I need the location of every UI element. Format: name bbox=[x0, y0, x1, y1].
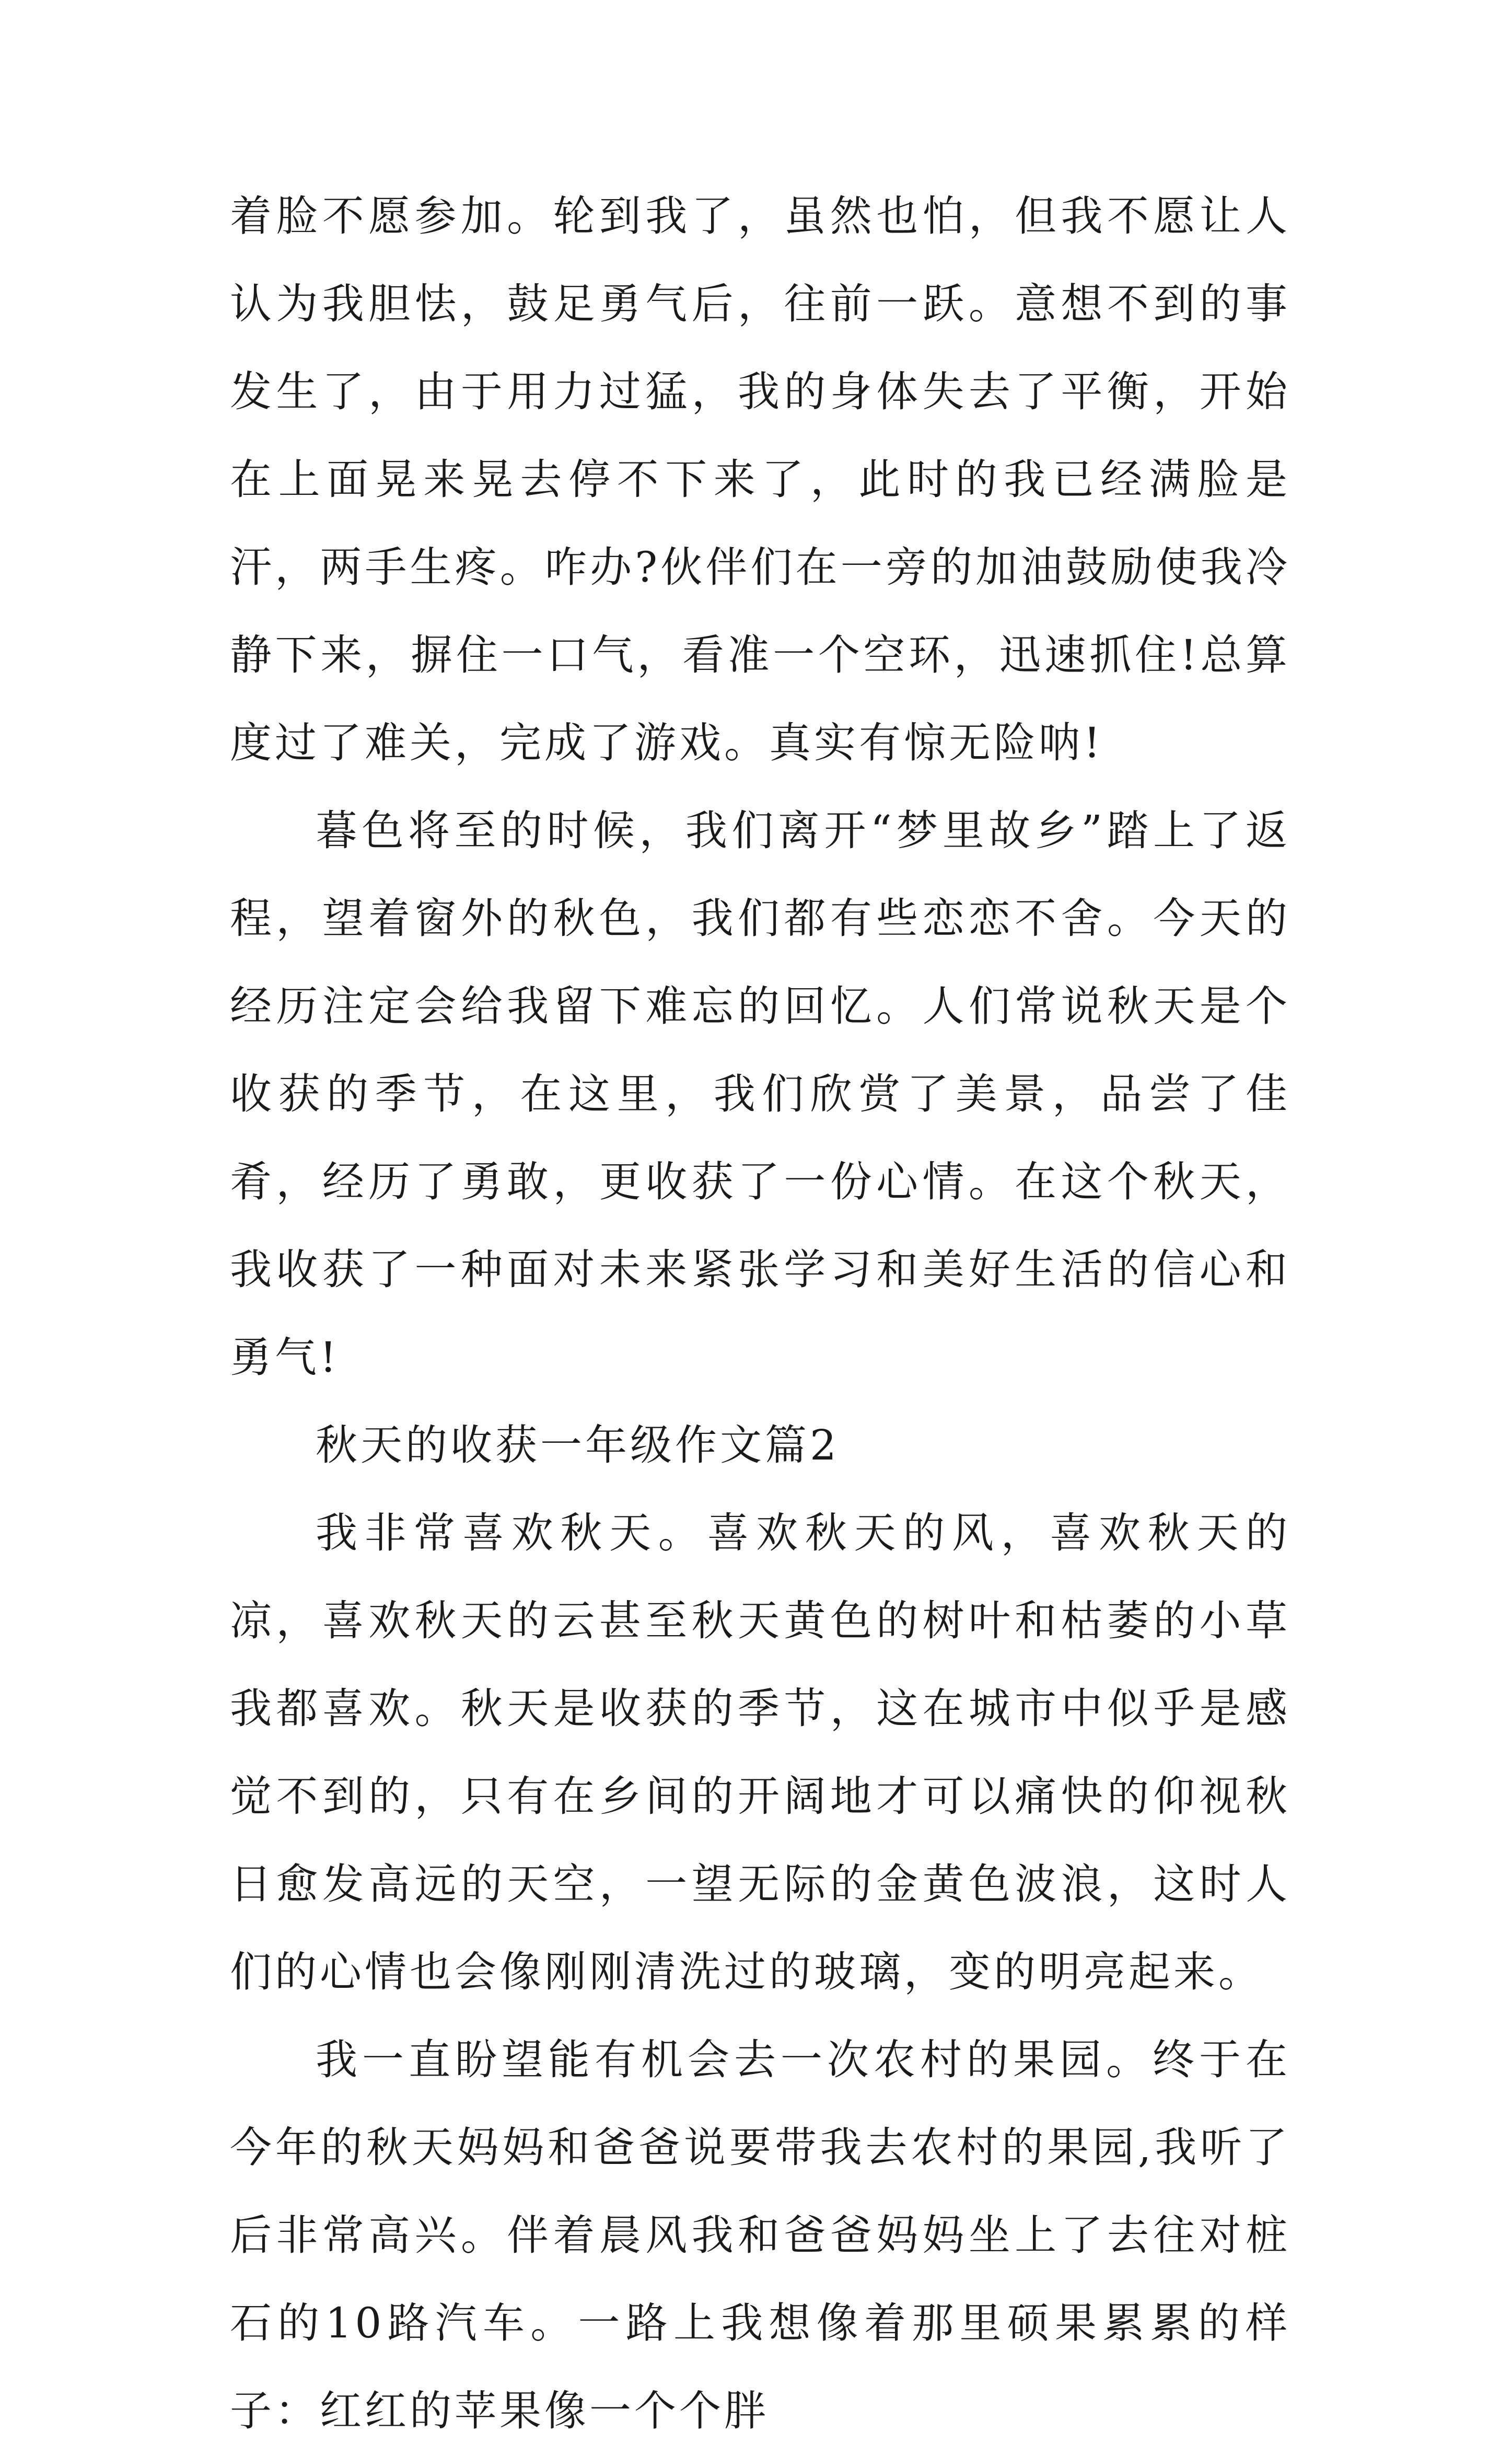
section-heading: 秋天的收获一年级作文篇2 bbox=[316, 1421, 840, 1469]
paragraph-1: 着脸不愿参加。轮到我了，虽然也怕，但我不愿让人认为我胆怯，鼓足勇气后，往前一跃。意想不到的事发生了，由于用力过猛，我的身体失去了平衡，开始在上面晃来晃去停不下来了，此时的我已经满脸是汗，两手生疼。咋办?伙伴们在一旁的加油鼓励使我冷静下来，摒住一口气，看准一个空环，迅速抓住!总算度过了难关，完成了游戏。真实有惊无险呐! bbox=[230, 192, 1290, 767]
paragraph-3: 我非常喜欢秋天。喜欢秋天的风，喜欢秋天的凉，喜欢秋天的云甚至秋天黄色的树叶和枯萎的小草我都喜欢。秋天是收获的季节，这在城市中似乎是感觉不到的，只有在乡间的开阔地才可以痛快的仰视秋日愈发高远的天空，一望无际的金黄色波浪，这时人们的心情也会像刚刚清洗过的玻璃，变的明亮起来。 bbox=[230, 1509, 1290, 1996]
paragraph-2: 暮色将至的时候，我们离开“梦里故乡”踏上了返程，望着窗外的秋色，我们都有些恋恋不舍。今天的经历注定会给我留下难忘的回忆。人们常说秋天是个收获的季节，在这里，我们欣赏了美景，品尝了佳肴，经历了勇敢，更收获了一份心情。在这个秋天，我收获了一种面对未来紧张学习和美好生活的信心和勇气! bbox=[230, 806, 1290, 1382]
paragraph-4: 我一直盼望能有机会去一次农村的果园。终于在今年的秋天妈妈和爸爸说要带我去农村的果园,我听了后非常高兴。伴着晨风我和爸爸妈妈坐上了去往对桩石的10路汽车。一路上我想像着那里硕果累累的样子：红红的苹果像一个个胖 bbox=[230, 2035, 1290, 2435]
document-body bbox=[230, 172, 1290, 2455]
